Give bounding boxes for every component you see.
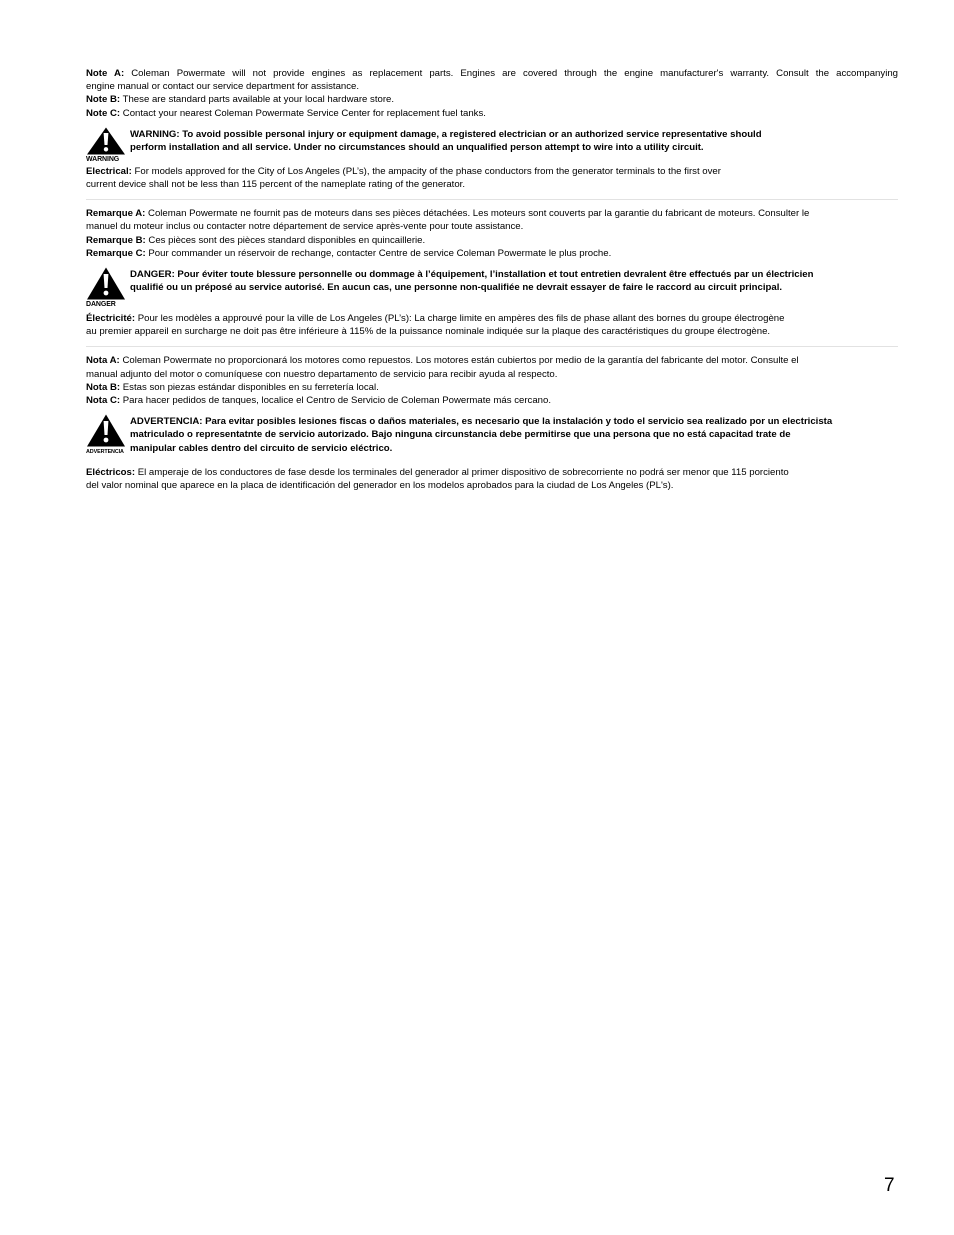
remarque-c (86, 247, 898, 260)
english-section (86, 67, 898, 191)
advertencia-text (130, 414, 898, 455)
exclamation-triangle-icon (86, 414, 126, 447)
nota-c-label: Nota C: (86, 395, 121, 407)
advertencia-block (86, 414, 898, 455)
advertencia-line-2: matriculado o representatnte de servicio autorizado. Bajo ninguna circunstancia debe permitirse que una persona que no está capacitad trate de (130, 429, 791, 441)
electrical-text: For models approved for the City of Los Angeles (PL’s), the ampacity of the phase conductors from the generator terminals to the first over (134, 165, 721, 177)
note-a (86, 67, 898, 80)
remarque-a-continued: manuel du moteur inclus ou contacter notre département de service après-vente pour toute assistance. (86, 221, 524, 233)
advertencia-line-1: ADVERTENCIA: Para evitar posibles lesiones fiscas o daños materiales, es necesario que la instalación y todo el servicio sea realizado por un electricista (130, 416, 833, 428)
note-c (86, 107, 898, 120)
page-number: 7 (884, 1175, 895, 1196)
remarque-b-text: Ces pièces sont des pièces standard disponibles en quincaillerie. (148, 234, 426, 246)
danger-line-1: DANGER: Pour éviter toute blessure personnelle ou dommage à l’équipement, l’installation et tout entretien devralent être effectués par un électricien (130, 269, 814, 281)
note-a-text: Coleman Powermate will not provide engines as replacement parts. Engines are covered through the engine manufacturer's warranty. Consult the accompanying (131, 68, 898, 79)
section-divider (86, 346, 898, 347)
remarque-b (86, 234, 898, 247)
danger-line-2: qualifié ou un préposé au service autorisé. En aucun cas, une personne non-qualifiée ne devrait essayer de faire le raccord au circuit principal. (130, 282, 783, 294)
note-b (86, 93, 898, 106)
note-b-label: Note B: (86, 94, 121, 106)
nota-b (86, 381, 898, 394)
spanish-section (86, 354, 898, 492)
section-divider (86, 199, 898, 200)
warning-text (130, 127, 898, 154)
danger-icon (86, 267, 130, 309)
nota-c (86, 394, 898, 407)
exclamation-triangle-icon (86, 127, 126, 155)
nota-a-label: Nota A: (86, 355, 120, 367)
warning-line-2: perform installation and all service. Under no circumstances should an unqualified person attempt to wire into a utility circuit. (130, 142, 704, 154)
remarque-c-text: Pour commander un réservoir de rechange, contacter Centre de service Coleman Powermate le plus proche. (148, 247, 612, 259)
electricite-note (86, 312, 898, 325)
nota-a (86, 354, 898, 367)
exclamation-triangle-icon (86, 267, 126, 300)
remarque-a-label: Remarque A: (86, 208, 146, 220)
electricos-text: El amperaje de los conductores de fase desde los terminales del generador al primer dispositivo de sobrecorriente no podrá ser menor que 115 porciento (137, 466, 789, 478)
electrical-note (86, 165, 898, 178)
electricite-continued: au premier appareil en surcharge ne doit pas être inférieure à 115% de la puissance nominale indiquée sur la plaque des caractéristiques du groupe électrogène. (86, 326, 771, 338)
advertencia-line-3: manipular cables dentro del circuito de servicio eléctrico. (130, 442, 393, 454)
danger-block (86, 267, 898, 309)
note-a-continued: engine manual or contact our service department for assistance. (86, 81, 360, 93)
warning-icon-caption: WARNING (86, 155, 120, 163)
danger-text (130, 267, 898, 294)
electricos-label: Eléctricos: (86, 466, 136, 478)
electricite-text: Pour les modèles a approuvé pour la ville de Los Angeles (PL’s): La charge limite en ampères des fils de phase allant des bornes du groupe électrogène (137, 313, 785, 325)
page-content (86, 67, 898, 492)
remarque-a (86, 207, 898, 220)
nota-b-label: Nota B: (86, 381, 121, 393)
nota-b-text: Estas son piezas estándar disponibles en su ferretería local. (122, 381, 379, 393)
note-c-text: Contact your nearest Coleman Powermate Service Center for replacement fuel tanks. (122, 107, 486, 119)
electricos-continued: del valor nominal que aparece en la placa de identificación del generador en los modelos aprobados para la ciudad de Los Angeles (PL's). (86, 480, 674, 492)
electrical-label: Electrical: (86, 165, 132, 177)
electricite-label: Électricité: (86, 313, 136, 325)
nota-c-text: Para hacer pedidos de tanques, localice el Centro de Servicio de Coleman Powermate más cercano. (122, 395, 552, 407)
advertencia-icon (86, 414, 130, 456)
nota-a-text: Coleman Powermate no proporcionará los motores como repuestos. Los motores están cubiertos por medio de la garantía del fabricante del motor. Consulte el (122, 355, 799, 367)
remarque-c-label: Remarque C: (86, 247, 146, 259)
warning-icon (86, 127, 130, 164)
advertencia-icon-caption: ADVERTENCIA (86, 449, 124, 456)
remarque-a-text: Coleman Powermate ne fournit pas de moteurs dans ses pièces détachées. Les moteurs sont couverts par la garantie du fabricant de moteurs. Consulter le (148, 208, 810, 220)
electricos-note (86, 466, 898, 479)
note-c-label: Note C: (86, 107, 121, 119)
french-section (86, 207, 898, 338)
note-b-text: These are standard parts available at your local hardware store. (122, 94, 395, 106)
warning-line-1: WARNING: To avoid possible personal injury or equipment damage, a registered electrician or an authorized service representative should (130, 128, 762, 140)
electrical-continued: current device shall not be less than 115 percent of the nameplate rating of the generator. (86, 179, 466, 191)
remarque-b-label: Remarque B: (86, 234, 146, 246)
danger-icon-caption: DANGER (86, 301, 116, 309)
warning-block (86, 127, 898, 161)
nota-a-continued: manual adjunto del motor o comuníquese con nuestro departamento de servicio para recibir ayuda al respecto. (86, 368, 558, 380)
note-a-label: Note A: (86, 68, 125, 79)
